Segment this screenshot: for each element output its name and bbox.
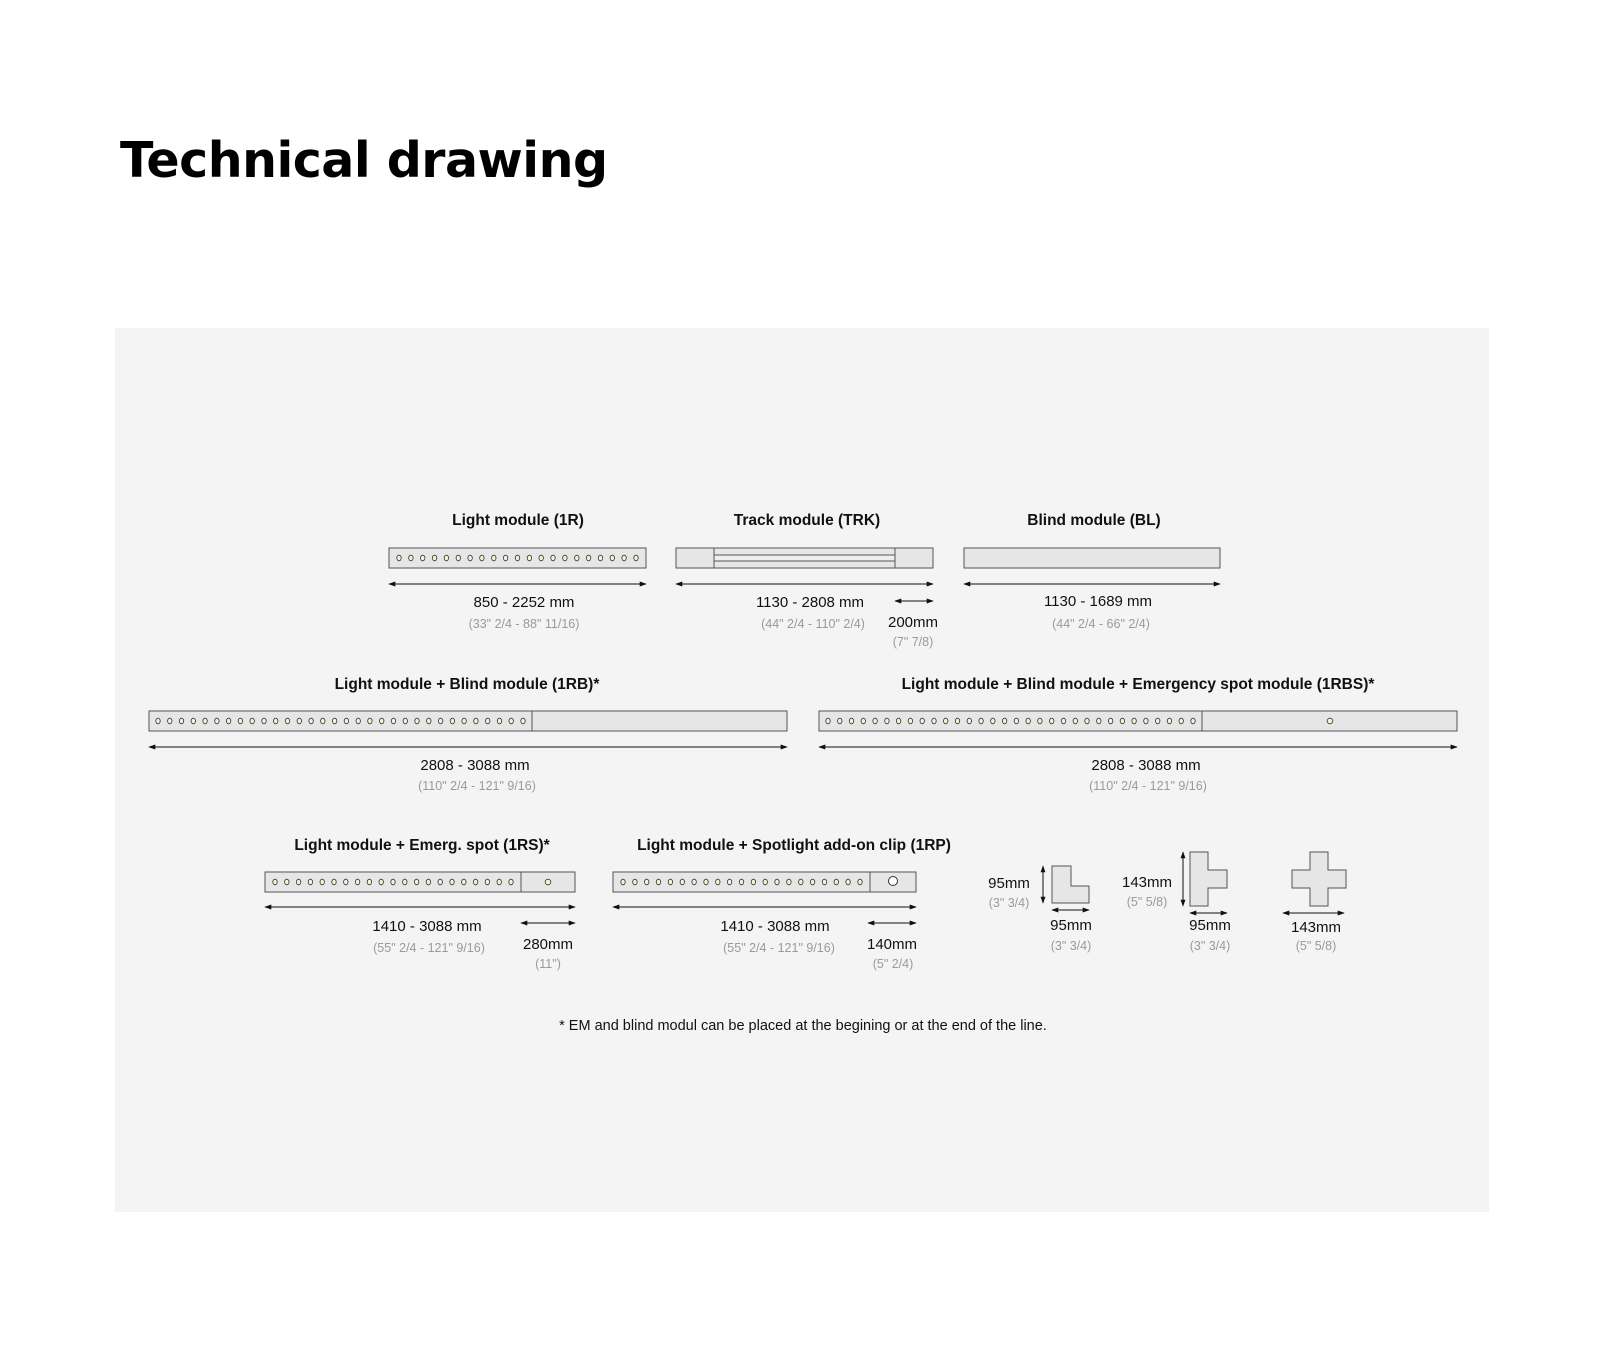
module-trk-track-slot (714, 555, 895, 561)
led-dot (822, 879, 826, 885)
led-dot (168, 718, 172, 724)
led-dot (415, 718, 419, 724)
module-1rs-emergency-spot (545, 879, 551, 885)
led-dot (849, 718, 853, 724)
led-dot (468, 555, 472, 561)
led-dot (356, 718, 360, 724)
module-1r-dimension-imperial: (33" 2/4 - 88" 11/16) (468, 617, 580, 631)
module-1rp-title: Light module + Spotlight add-on clip (1RP) (637, 837, 951, 854)
led-dot (1097, 718, 1101, 724)
connector-x-shape (1292, 852, 1346, 906)
led-dot (344, 718, 348, 724)
module-bl-dimension-imperial: (44" 2/4 - 66" 2/4) (1052, 617, 1150, 631)
led-dot (485, 879, 489, 885)
led-dot (763, 879, 767, 885)
connector-x-width: 143mm (1290, 919, 1342, 936)
footnote: * EM and blind modul can be placed at the begining or at the end of the line. (559, 1018, 1047, 1034)
module-1rb-dimension: 2808 - 3088 mm (420, 757, 530, 774)
led-dot (355, 879, 359, 885)
module-1rb (149, 676, 787, 793)
module-1rb-body (149, 711, 787, 731)
led-dot (421, 555, 425, 561)
led-dot (645, 879, 649, 885)
led-dot (456, 555, 460, 561)
module-1rs-leds (273, 879, 513, 885)
led-dot (296, 879, 300, 885)
led-dot (486, 718, 490, 724)
led-dot (563, 555, 567, 561)
led-dot (1061, 718, 1065, 724)
led-dot (610, 555, 614, 561)
module-trk (676, 512, 938, 649)
led-dot (474, 718, 478, 724)
connector-l-height-imperial: (3" 3/4) (988, 896, 1030, 910)
module-1rbs-emergency-spot (1327, 718, 1333, 724)
connector-l-width: 95mm (1050, 917, 1092, 934)
module-1r (389, 512, 646, 631)
led-dot (861, 718, 865, 724)
connector-x-width-imperial: (5" 5/8) (1295, 939, 1337, 953)
led-dot (509, 879, 513, 885)
connector-t-height-imperial: (5" 5/8) (1126, 895, 1168, 909)
led-dot (838, 718, 842, 724)
module-1rbs-dimension: 2808 - 3088 mm (1091, 757, 1201, 774)
led-dot (668, 879, 672, 885)
led-dot (634, 555, 638, 561)
led-dot (1073, 718, 1077, 724)
connector-l-height: 95mm (988, 875, 1030, 892)
module-1rbs (819, 676, 1457, 793)
led-dot (285, 718, 289, 724)
led-dot (586, 555, 590, 561)
module-1rp-spotlight-clip (889, 877, 898, 886)
module-1rp-sub-dimension-imperial: (5" 2/4) (872, 957, 914, 971)
led-dot (1191, 718, 1195, 724)
led-dot (391, 879, 395, 885)
module-bl-dimension: 1130 - 1689 mm (1043, 593, 1153, 610)
connector-t-height: 143mm (1121, 874, 1173, 891)
led-dot (621, 879, 625, 885)
led-dot (156, 718, 160, 724)
led-dot (321, 718, 325, 724)
led-dot (1144, 718, 1148, 724)
connector-x (1283, 852, 1346, 953)
led-dot (320, 879, 324, 885)
led-dot (391, 718, 395, 724)
led-dot (262, 718, 266, 724)
led-dot (191, 718, 195, 724)
led-dot (462, 879, 466, 885)
led-dot (1120, 718, 1124, 724)
led-dot (799, 879, 803, 885)
led-dot (432, 555, 436, 561)
led-dot (473, 879, 477, 885)
led-dot (450, 879, 454, 885)
module-1rb-title: Light module + Blind module (1RB)* (334, 676, 600, 693)
led-dot (692, 879, 696, 885)
led-dot (497, 879, 501, 885)
led-dot (775, 879, 779, 885)
connector-t-width: 95mm (1189, 917, 1231, 934)
led-dot (450, 718, 454, 724)
led-dot (932, 718, 936, 724)
led-dot (521, 718, 525, 724)
led-dot (622, 555, 626, 561)
led-dot (250, 718, 254, 724)
led-dot (285, 879, 289, 885)
led-dot (226, 718, 230, 724)
led-dot (462, 718, 466, 724)
module-1r-dimension: 850 - 2252 mm (473, 594, 575, 611)
led-dot (503, 555, 507, 561)
led-dot (1179, 718, 1183, 724)
led-dot (397, 555, 401, 561)
led-dot (539, 555, 543, 561)
module-trk-sub-dimension-imperial: (7" 7/8) (892, 635, 934, 649)
module-trk-title: Track module (TRK) (733, 512, 881, 529)
module-bl-body (964, 548, 1220, 568)
led-dot (656, 879, 660, 885)
led-dot (427, 718, 431, 724)
led-dot (403, 879, 407, 885)
led-dot (203, 718, 207, 724)
led-dot (991, 718, 995, 724)
module-bl-title: Blind module (BL) (1027, 512, 1161, 529)
led-dot (527, 555, 531, 561)
led-dot (515, 555, 519, 561)
led-dot (426, 879, 430, 885)
module-1rbs-dimension-imperial: (110" 2/4 - 121" 9/16) (1089, 779, 1207, 793)
led-dot (680, 879, 684, 885)
module-1r-title: Light module (1R) (452, 512, 584, 529)
led-dot (1108, 718, 1112, 724)
module-1rs-sub-dimension: 280mm (522, 936, 574, 953)
led-dot (834, 879, 838, 885)
led-dot (409, 555, 413, 561)
led-dot (403, 718, 407, 724)
led-dot (739, 879, 743, 885)
led-dot (704, 879, 708, 885)
led-dot (846, 879, 850, 885)
connector-t (1122, 852, 1231, 953)
module-1rs-sub-dimension-imperial: (11") (535, 957, 561, 971)
led-dot (444, 555, 448, 561)
led-dot (332, 718, 336, 724)
led-dot (274, 718, 278, 724)
led-dot (944, 718, 948, 724)
module-1rs-dimension: 1410 - 3088 mm (372, 918, 482, 935)
led-dot (509, 718, 513, 724)
led-dot (1132, 718, 1136, 724)
led-dot (1085, 718, 1089, 724)
led-dot (379, 879, 383, 885)
led-dot (215, 718, 219, 724)
connector-l (988, 866, 1092, 953)
led-dot (575, 555, 579, 561)
led-dot (908, 718, 912, 724)
led-dot (480, 555, 484, 561)
module-bl (964, 512, 1220, 631)
led-dot (273, 879, 277, 885)
module-1rs-dimension-imperial: (55" 2/4 - 121" 9/16) (373, 941, 485, 955)
led-dot (1167, 718, 1171, 724)
led-dot (955, 718, 959, 724)
led-dot (368, 718, 372, 724)
led-dot (367, 879, 371, 885)
led-dot (551, 555, 555, 561)
led-dot (238, 718, 242, 724)
module-1rs-title: Light module + Emerg. spot (1RS)* (294, 837, 550, 854)
led-dot (979, 718, 983, 724)
connector-t-shape (1190, 852, 1227, 906)
led-dot (497, 718, 501, 724)
module-1rp-dimension-imperial: (55" 2/4 - 121" 9/16) (723, 941, 835, 955)
led-dot (1026, 718, 1030, 724)
led-dot (727, 879, 731, 885)
connector-t-width-imperial: (3" 3/4) (1189, 939, 1231, 953)
connector-l-width-imperial: (3" 3/4) (1050, 939, 1092, 953)
led-dot (1038, 718, 1042, 724)
led-dot (598, 555, 602, 561)
led-dot (810, 879, 814, 885)
module-1rb-dimension-imperial: (110" 2/4 - 121" 9/16) (418, 779, 536, 793)
led-dot (787, 879, 791, 885)
led-dot (414, 879, 418, 885)
led-dot (920, 718, 924, 724)
module-trk-sub-dimension: 200mm (887, 614, 939, 631)
module-1rp (613, 837, 951, 971)
led-dot (332, 879, 336, 885)
led-dot (438, 879, 442, 885)
led-dot (1002, 718, 1006, 724)
led-dot (873, 718, 877, 724)
module-1rbs-title: Light module + Blind module + Emergency spot module (1RBS)* (901, 676, 1375, 693)
module-1rp-dimension: 1410 - 3088 mm (720, 918, 830, 935)
module-1rp-sub-dimension: 140mm (866, 936, 918, 953)
connector-l-shape (1052, 866, 1089, 903)
led-dot (896, 718, 900, 724)
led-dot (885, 718, 889, 724)
module-1r-leds (397, 555, 638, 561)
led-dot (1014, 718, 1018, 724)
led-dot (309, 718, 313, 724)
led-dot (179, 718, 183, 724)
led-dot (344, 879, 348, 885)
led-dot (751, 879, 755, 885)
module-1rs (265, 837, 575, 971)
led-dot (438, 718, 442, 724)
led-dot (858, 879, 862, 885)
led-dot (826, 718, 830, 724)
module-trk-dimension: 1130 - 2808 mm (755, 594, 865, 611)
module-1rbs-body (819, 711, 1457, 731)
module-1rp-leds (621, 879, 862, 885)
led-dot (492, 555, 496, 561)
module-trk-dimension-imperial: (44" 2/4 - 110" 2/4) (761, 617, 865, 631)
led-dot (308, 879, 312, 885)
led-dot (380, 718, 384, 724)
led-dot (297, 718, 301, 724)
led-dot (716, 879, 720, 885)
led-dot (967, 718, 971, 724)
led-dot (633, 879, 637, 885)
led-dot (1156, 718, 1160, 724)
led-dot (1050, 718, 1054, 724)
page-title: Technical drawing (120, 132, 608, 189)
